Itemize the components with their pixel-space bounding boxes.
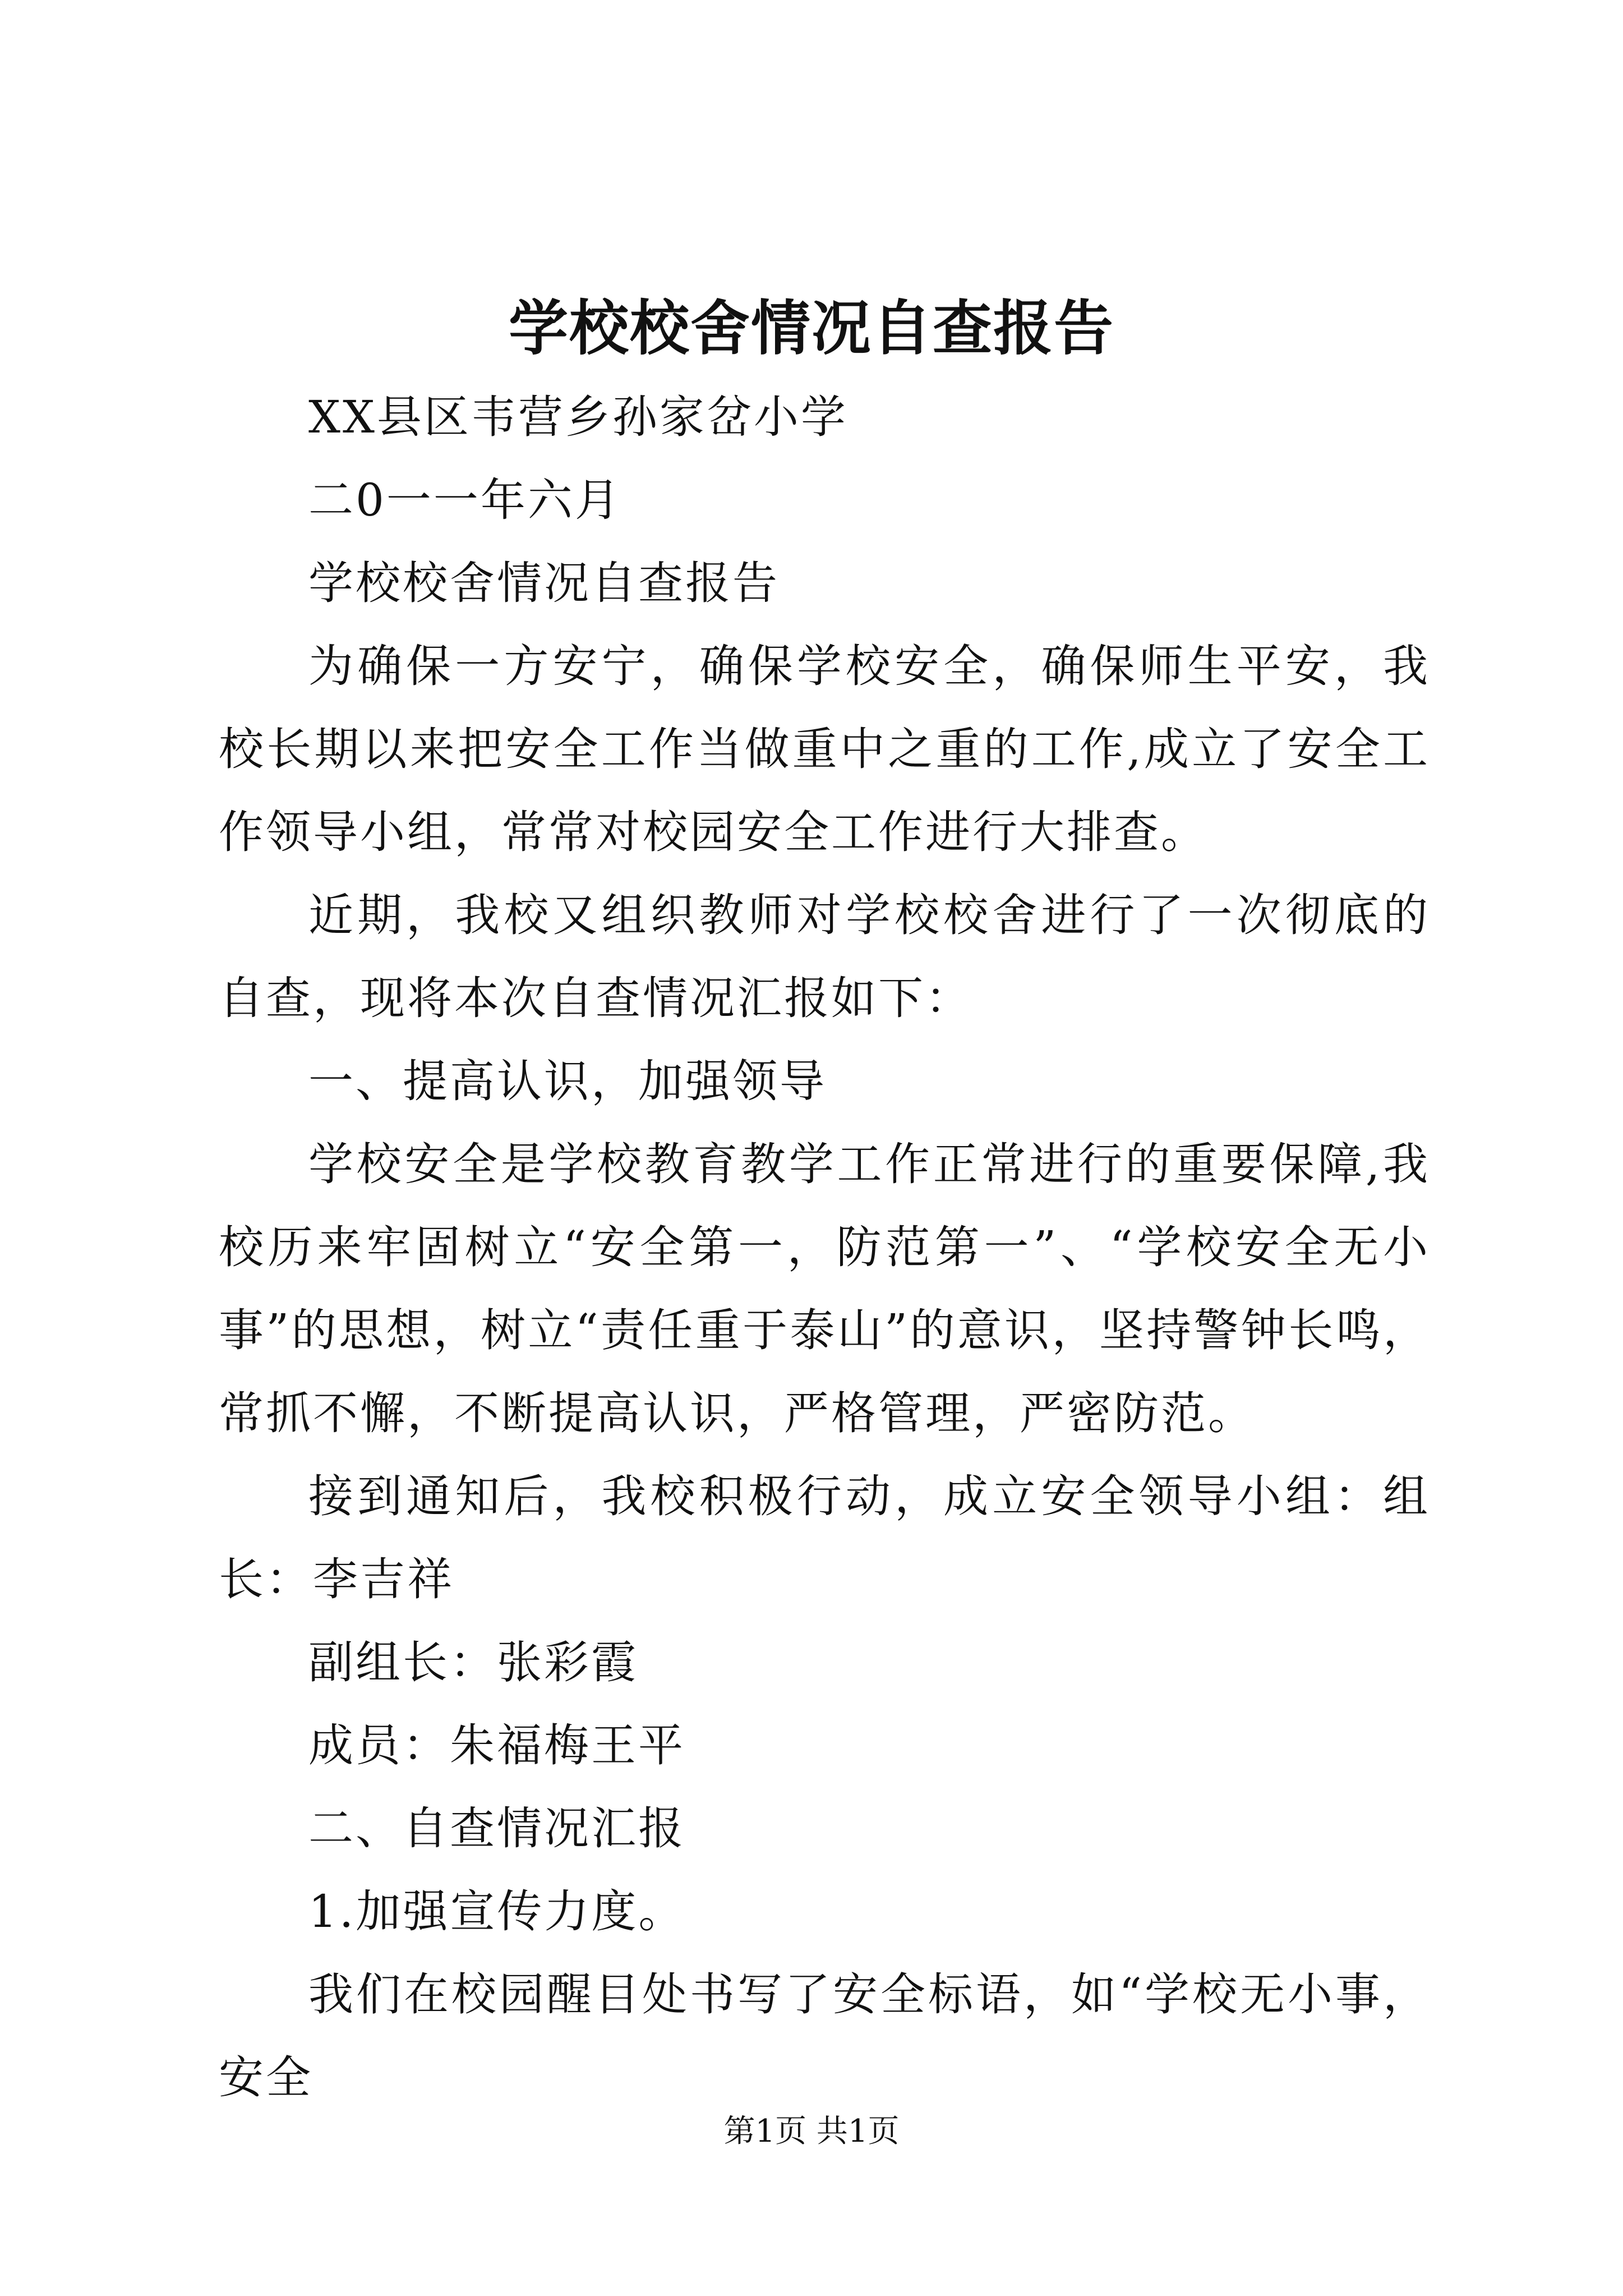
paragraph-members: 成员：朱福梅王平 — [308, 1719, 685, 1772]
section-heading-1: 一、提高认识，加强领导 — [308, 1055, 827, 1107]
paragraph-leadership-group: 接到通知后，我校积极行动，成立安全领导小组：组长：李吉祥 — [219, 1470, 1430, 1605]
section-heading-2: 二、自查情况汇报 — [308, 1802, 685, 1855]
paragraph-slogans: 我们在校园醒目处书写了安全标语，如“学校无小事，安全 — [219, 1968, 1430, 2104]
page-footer: 第1页 共1页 — [723, 2113, 900, 2150]
document-body — [219, 376, 1430, 2119]
subsection-heading-1: 1.加强宣传力度。 — [308, 1885, 686, 1938]
paragraph-subtitle: 学校校舍情况自查报告 — [308, 557, 780, 609]
document-title: 学校校舍情况自查报告 — [509, 293, 1114, 363]
paragraph-date: 二0一一年六月 — [308, 474, 622, 526]
paragraph-school-name: XX县区韦营乡孙家岔小学 — [308, 391, 848, 443]
paragraph-recent-check: 近期，我校又组织教师对学校校舍进行了一次彻底的自查，现将本次自查情况汇报如下： — [219, 889, 1430, 1024]
paragraph-safety-importance: 学校安全是学校教育教学工作正常进行的重要保障,我校历来牢固树立“安全第一，防范第一”、“学校安全无小事”的思想，树立“责任重于泰山”的意识，坚持警钟长鸣，常抓不懈，不断提高认识，严格管理，严密防范。 — [219, 1138, 1430, 1439]
paragraph-intro: 为确保一方安宁，确保学校安全，确保师生平安，我校长期以来把安全工作当做重中之重的工作,成立了安全工作领导小组，常常对校园安全工作进行大排查。 — [219, 640, 1430, 858]
paragraph-deputy-leader: 副组长：张彩霞 — [308, 1636, 638, 1688]
